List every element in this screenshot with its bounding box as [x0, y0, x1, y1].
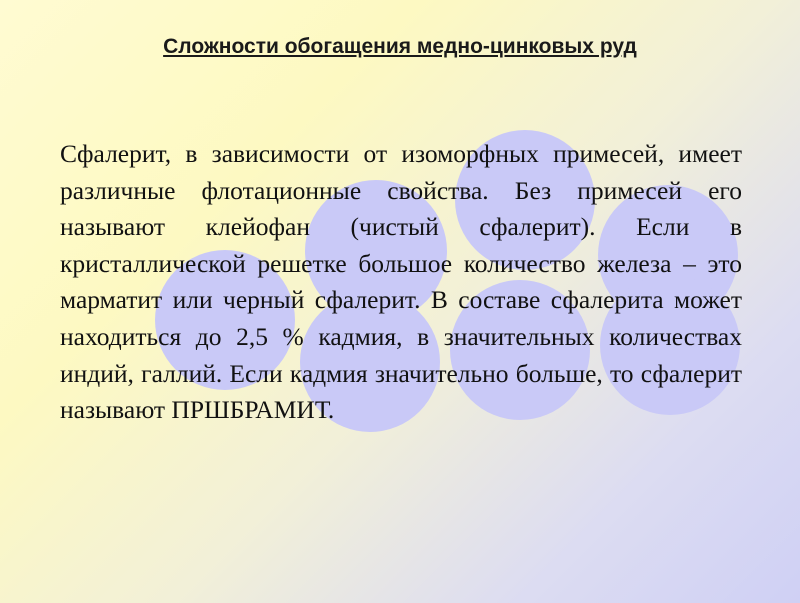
slide-title: Сложности обогащения медно-цинковых руд	[163, 35, 637, 58]
slide-paragraph: Сфалерит, в зависимости от изоморфных примесей, имеет различные флотационные свойства. Без примесей его называют клейофан (чистый сфалерит). Если в кристаллической решетке большое количество железа – это марматит или черный сфалерит. В составе сфалерита может находиться до 2,5 % кадмия, в значительных количествах индий, галлий. Если кадмия значительно больше, то сфалерит называют ПРШБРАМИТ.	[60, 139, 742, 425]
